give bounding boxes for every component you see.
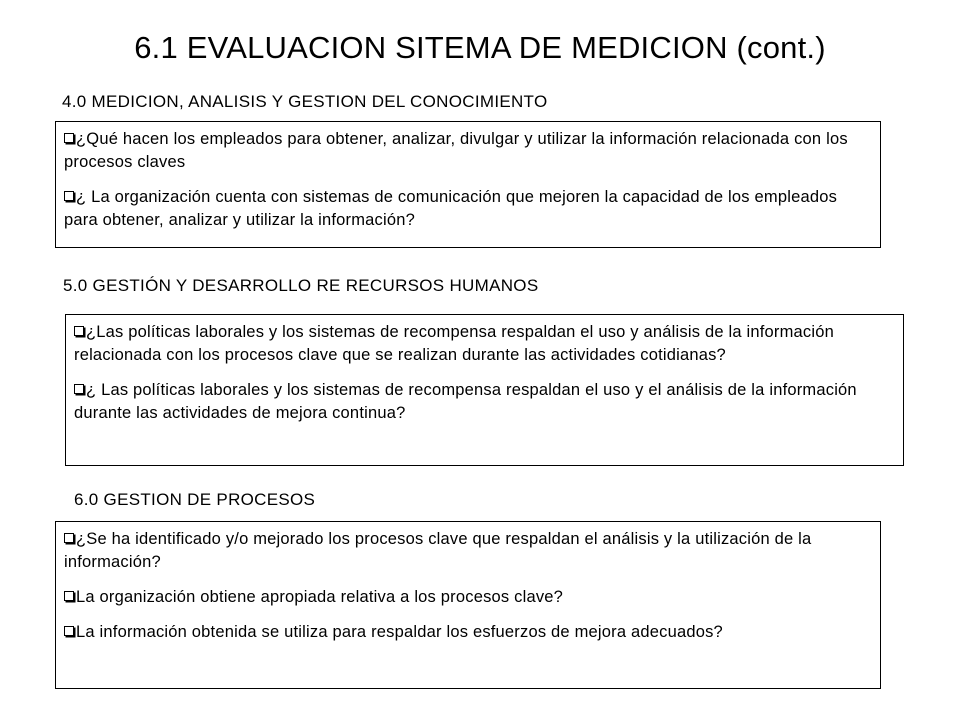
list-item bbox=[64, 621, 872, 644]
list-item bbox=[64, 586, 872, 609]
checkbox-bullet-icon bbox=[64, 191, 74, 201]
item-text: La información obtenida se utiliza para respaldar los esfuerzos de mejora adecuados? bbox=[76, 623, 723, 641]
checkbox-bullet-icon bbox=[74, 384, 84, 394]
checkbox-bullet-icon bbox=[64, 133, 74, 143]
list-item bbox=[64, 528, 872, 574]
item-text: ¿ Las políticas laborales y los sistemas de recompensa respaldan el uso y el análisis de la información durante las actividades de mejora continua? bbox=[74, 381, 857, 422]
checkbox-bullet-icon bbox=[64, 626, 74, 636]
item-text: ¿Qué hacen los empleados para obtener, analizar, divulgar y utilizar la información relacionada con los procesos claves bbox=[64, 130, 848, 171]
item-text: ¿Se ha identificado y/o mejorado los procesos clave que respaldan el análisis y la utilización de la información? bbox=[64, 530, 812, 571]
section-box-recursos-humanos bbox=[65, 314, 904, 466]
item-text: ¿Las políticas laborales y los sistemas de recompensa respaldan el uso y análisis de la información relacionada con los procesos clave que se realizan durante las actividades cotidianas? bbox=[74, 323, 834, 364]
section-box-medicion bbox=[55, 121, 881, 248]
item-text: La organización obtiene apropiada relativa a los procesos clave? bbox=[76, 588, 564, 606]
checkbox-bullet-icon bbox=[74, 326, 84, 336]
list-item bbox=[64, 128, 872, 174]
checkbox-bullet-icon bbox=[64, 591, 74, 601]
item-text: ¿ La organización cuenta con sistemas de comunicación que mejoren la capacidad de los empleados para obtener, analizar y utilizar la información? bbox=[64, 188, 838, 229]
checkbox-bullet-icon bbox=[64, 533, 74, 543]
section-heading-recursos-humanos: 5.0 GESTIÓN Y DESARROLLO RE RECURSOS HUMANOS bbox=[63, 276, 539, 295]
section-heading-procesos: 6.0 GESTION DE PROCESOS bbox=[74, 490, 316, 509]
list-item bbox=[64, 186, 872, 232]
list-item bbox=[74, 321, 895, 367]
list-item bbox=[74, 379, 895, 425]
section-box-procesos bbox=[55, 521, 881, 689]
section-heading-medicion: 4.0 MEDICION, ANALISIS Y GESTION DEL CONOCIMIENTO bbox=[62, 92, 548, 111]
slide-title: 6.1 EVALUACION SITEMA DE MEDICION (cont.) bbox=[134, 30, 826, 65]
